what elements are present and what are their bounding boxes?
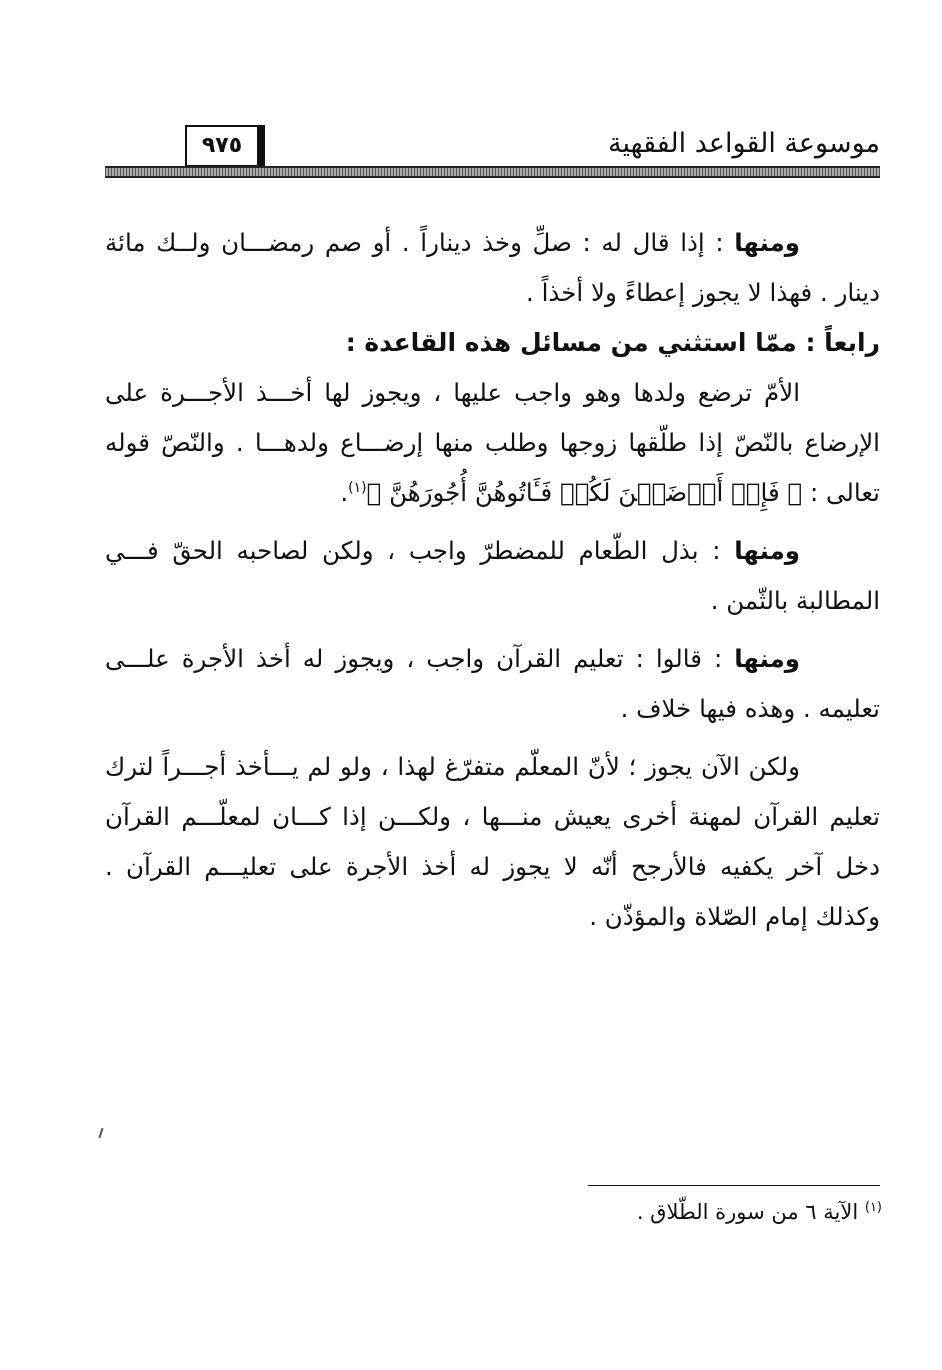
- paragraph-text: : قالوا : تعليم القرآن واجب ، ويجوز له أخذ الأجرة علـــى تعليمه . وهذه فيها خلاف .: [105, 644, 880, 723]
- quran-verse: ﴿ فَإِنۡ أَرۡضَعۡنَ لَكُمۡ فَـَٔاتُوهُنَّ أُجُورَهُنَّ ﴾: [366, 478, 803, 507]
- paragraph-4: [105, 634, 880, 734]
- running-title: موسوعة القواعد الفقهية: [608, 128, 880, 159]
- footnote: [637, 1200, 882, 1224]
- footnote-reference: (١): [348, 479, 367, 496]
- footnote-marker: (١): [864, 1200, 882, 1215]
- paragraph-text: : إذا قال له : صلِّ وخذ ديناراً . أو صم رمضـــان ولــك مائة دينار . فهذا لا يجوز إعطاءً ولا أخذاً .: [105, 228, 880, 307]
- footnote-text: الآية ٦ من سورة الطّلاق .: [636, 1200, 859, 1224]
- page-header: [105, 120, 880, 182]
- paragraph-3: [105, 526, 880, 626]
- paragraph-lead: ومنها: [734, 644, 800, 673]
- paragraph-2: [105, 368, 880, 518]
- footnote-separator: [588, 1185, 880, 1186]
- heading-text: رابعاً : ممّا استثني من مسائل هذه القاعدة :: [345, 328, 880, 357]
- paragraph-text: : بذل الطّعام للمضطرّ واجب ، ولكن لصاحبه الحقّ فـــي المطالبة بالثّمن .: [105, 536, 880, 615]
- paragraph-lead: ومنها: [734, 228, 800, 257]
- page-number: ٩٧٥: [185, 125, 265, 167]
- paragraph-5: [105, 742, 880, 942]
- paragraph-text: ولكن الآن يجوز ؛ لأنّ المعلّم متفرّغ لهذا ، ولو لم يـــأخذ أجـــراً لترك تعليم القرآن لمهنة أخرى يعيش منـــها ، ولكـــن إذا كـــان لمعلّـــم القرآن دخل آخر يكفيه فالأرجح أنّه لا يجوز له أخذ الأجرة على تعليـــم القرآن . وكذلك إمام الصّلاة والمؤذّن .: [105, 752, 880, 931]
- paragraph-1: [105, 218, 880, 318]
- paragraph-text: الأمّ ترضع ولدها وهو واجب عليها ، ويجوز لها أخـــذ الأجـــرة على الإرضاع بالنّصّ إذا طلّقها زوجها وطلب منها إرضـــاع ولدهـــا . والنّصّ قوله تعالى :: [105, 378, 880, 507]
- paragraph-lead: ومنها: [734, 536, 800, 565]
- section-heading: [105, 318, 880, 368]
- sentence-end: .: [340, 478, 349, 507]
- main-text: [105, 218, 880, 942]
- scan-speck: [99, 1128, 104, 1138]
- header-rule: [105, 166, 880, 178]
